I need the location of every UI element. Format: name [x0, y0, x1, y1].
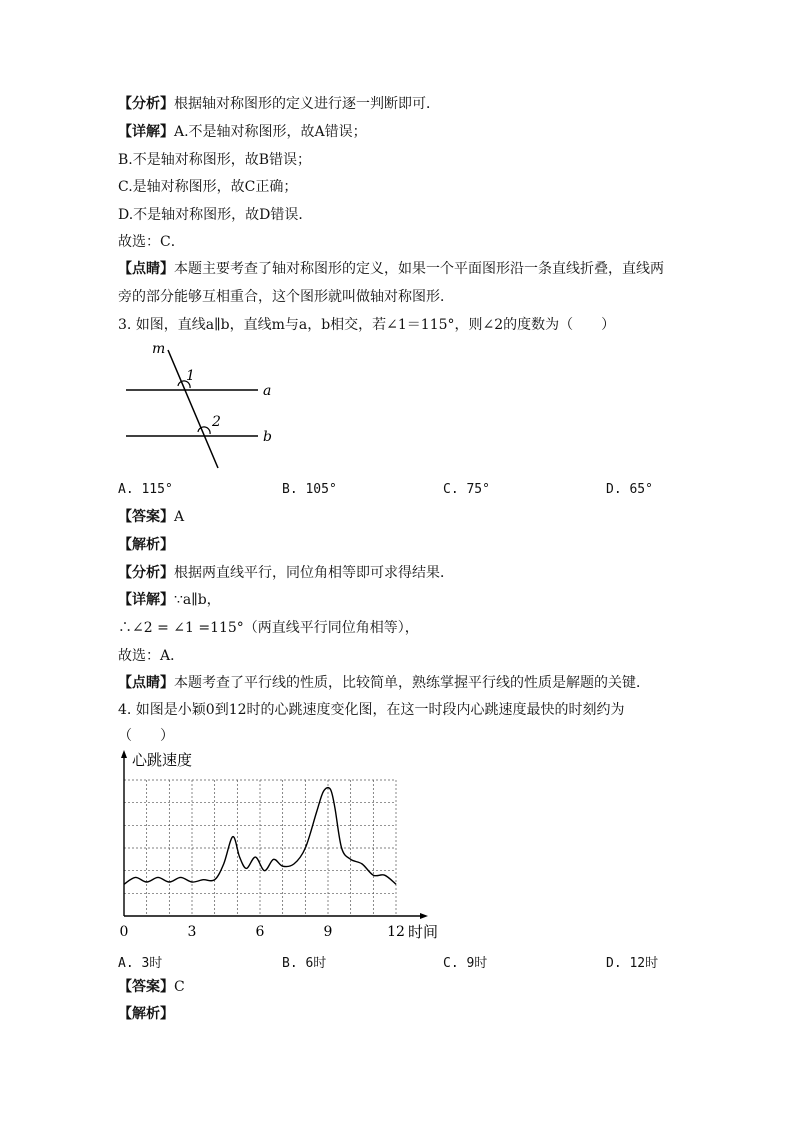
q4-option-c: C. 9时: [443, 956, 488, 971]
label-angle2: 2: [212, 414, 221, 430]
q4-paren: （ ）: [118, 728, 174, 744]
q3-detail: 【详解】∵a∥b，: [118, 592, 221, 608]
q4-answer: 【答案】C: [118, 979, 185, 995]
q3-answer: 【答案】A: [118, 509, 185, 525]
detail-line-c: C.是轴对称图形，故C正确；: [118, 179, 298, 195]
q3-choose: 故选：A．: [118, 648, 185, 664]
q4-stem: 4. 如图是小颖0到12时的心跳速度变化图，在这一时段内心跳速度最快的时刻约为: [118, 702, 625, 718]
q3-option-c: C. 75°: [443, 482, 490, 497]
detail-line: 【详解】A.不是轴对称图形，故A错误；: [118, 124, 367, 140]
q4-option-a: A. 3时: [118, 956, 163, 971]
q4-option-b: B. 6时: [282, 956, 327, 971]
comment-line: 【点睛】本题主要考查了轴对称图形的定义，如果一个平面图形沿一条直线折叠，直线两: [118, 261, 664, 277]
analysis-line: 【分析】根据轴对称图形的定义进行逐一判断即可．: [118, 96, 440, 112]
q3-comment: 【点睛】本题考查了平行线的性质，比较简单，熟练掌握平行线的性质是解题的关键．: [118, 675, 650, 691]
q3-option-d: D. 65°: [606, 482, 653, 497]
label-m: m: [152, 341, 166, 357]
x-tick-label: 3: [187, 924, 197, 940]
q3-option-b: B. 105°: [282, 482, 337, 497]
q3-stem: 3. 如图，直线a∥b，直线m与a，b相交，若∠1＝115°，则∠2的度数为（ ）: [118, 317, 616, 333]
y-axis-label: 心跳速度: [132, 751, 193, 769]
q3-analysis: 【分析】根据两直线平行，同位角相等即可求得结果．: [118, 565, 454, 581]
choose-line: 故选：C．: [118, 234, 185, 250]
comment-line-2: 旁的部分能够互相重合，这个图形就叫做轴对称图形．: [118, 289, 454, 305]
x-tick-label: 12: [387, 924, 405, 940]
y-axis-arrow: [121, 750, 127, 758]
q4-jiexi: 【解析】: [118, 1006, 174, 1022]
q3-parallel-lines-figure: [118, 338, 288, 473]
label-angle1: 1: [186, 368, 195, 384]
heart-rate-chart: [112, 748, 452, 943]
x-tick-label: 6: [255, 924, 265, 940]
x-tick-label: 9: [323, 924, 333, 940]
q3-option-a: A. 115°: [118, 482, 173, 497]
x-tick-label: 0: [119, 924, 129, 940]
q3-step: ∴∠2 = ∠1 =115°（两直线平行同位角相等），: [118, 620, 419, 636]
x-axis-arrow: [420, 913, 428, 919]
label-b: b: [263, 429, 272, 445]
detail-line-b: B.不是轴对称图形，故B错误；: [118, 152, 312, 168]
label-a: a: [263, 383, 272, 399]
q4-option-d: D. 12时: [606, 956, 659, 971]
q3-jiexi: 【解析】: [118, 537, 174, 553]
x-axis-label: 时间: [408, 923, 439, 941]
detail-line-d: D.不是轴对称图形，故D错误．: [118, 207, 313, 223]
